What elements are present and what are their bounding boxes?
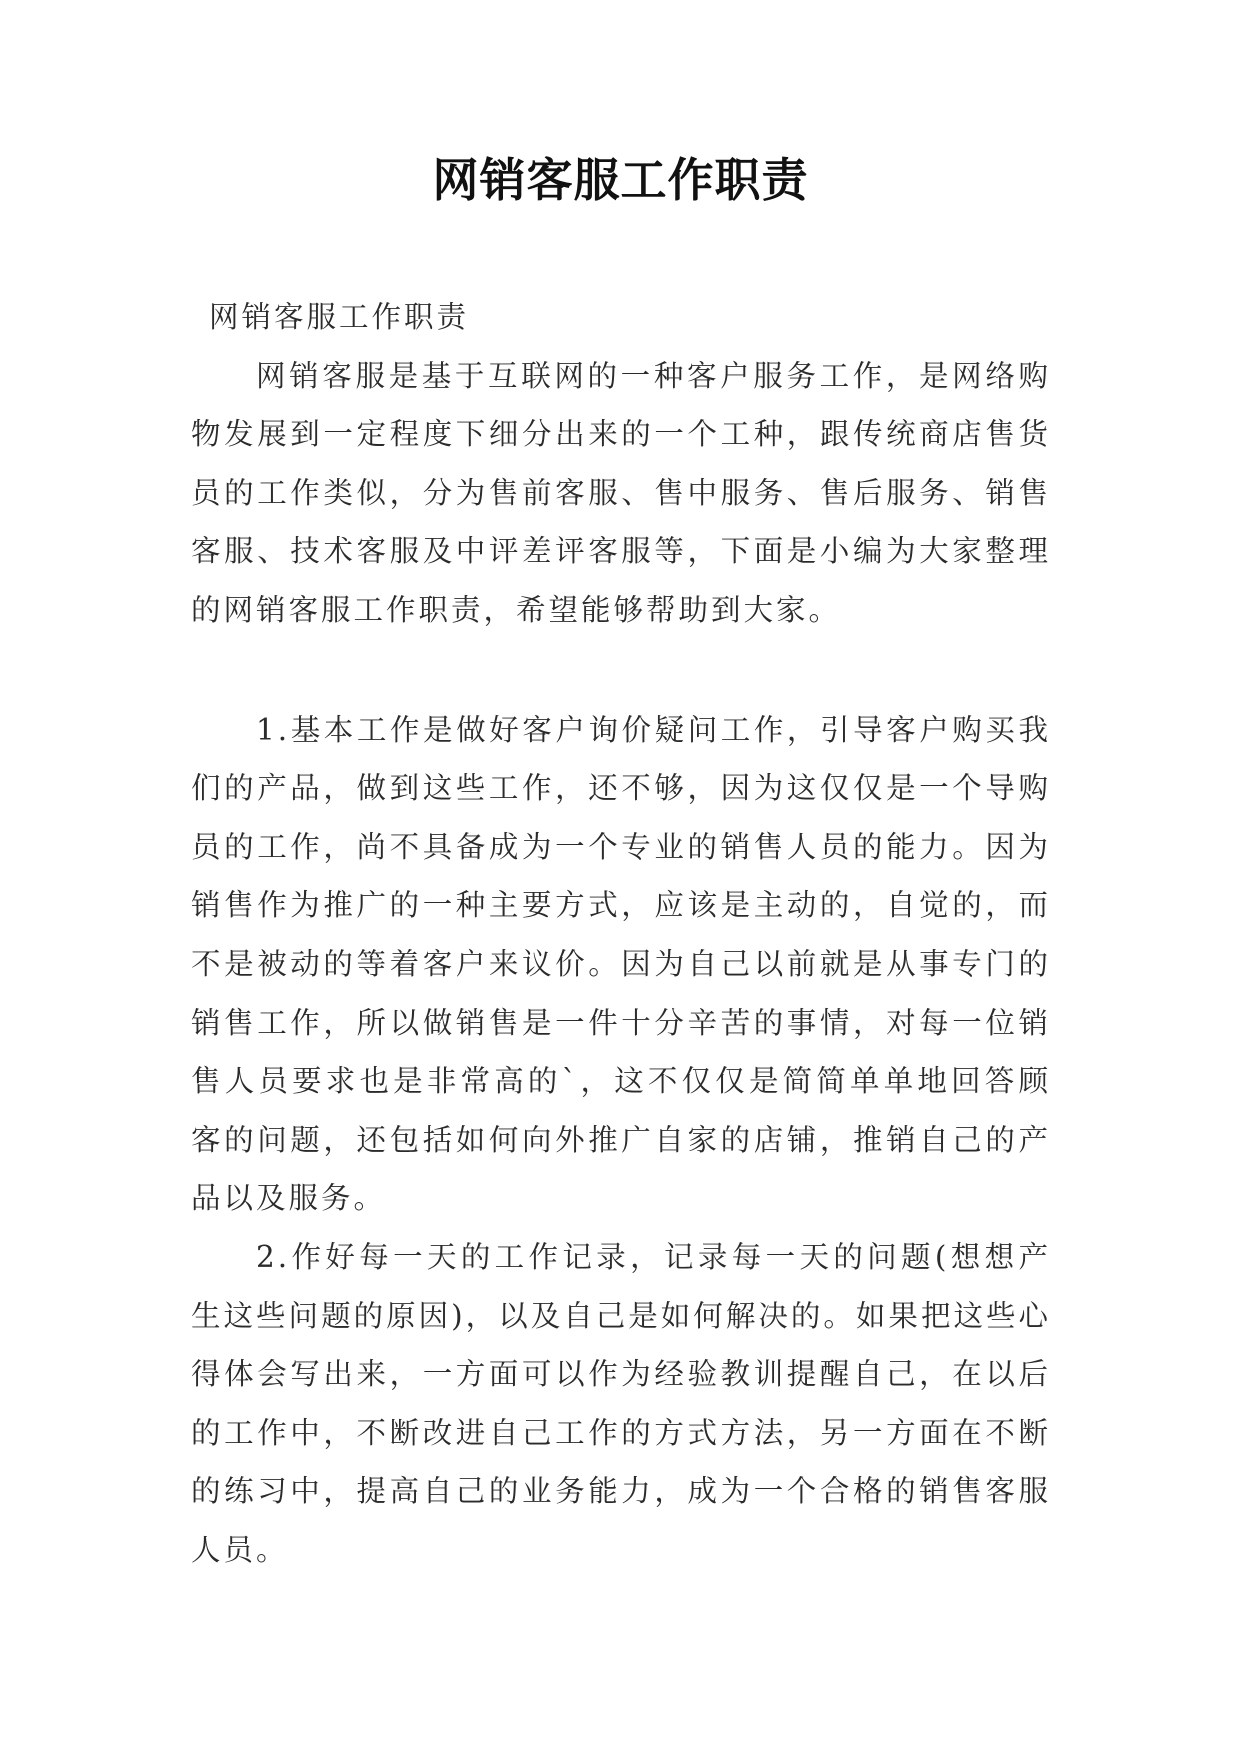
paragraph-spacer — [191, 640, 1051, 701]
intro-paragraph: 网销客服是基于互联网的一种客户服务工作，是网络购物发展到一定程度下细分出来的一个工种，跟传统商店售货员的工作类似，分为售前客服、售中服务、售后服务、销售客服、技术客服及中评差评客服等，下面是小编为大家整理的网销客服工作职责，希望能够帮助到大家。 — [191, 358, 1051, 627]
duty-paragraph-2: 2.作好每一天的工作记录，记录每一天的问题(想想产生这些问题的原因)，以及自己是如何解决的。如果把这些心得体会写出来，一方面可以作为经验教训提醒自己，在以后的工作中，不断改进自己工作的方式方法，另一方面在不断的练习中，提高自己的业务能力，成为一个合格的销售客服人员。 — [191, 1239, 1051, 1567]
document-title: 网销客服工作职责 — [432, 153, 809, 207]
document-body — [191, 288, 1051, 1579]
duty-paragraph-1: 1.基本工作是做好客户询价疑问工作，引导客户购买我们的产品，做到这些工作，还不够，因为这仅仅是一个导购员的工作，尚不具备成为一个专业的销售人员的能力。因为销售作为推广的一种主要方式，应该是主动的，自觉的，而不是被动的等着客户来议价。因为自己以前就是从事专门的销售工作，所以做销售是一件十分辛苦的事情，对每一位销售人员要求也是非常高的`，这不仅仅是简简单单地回答顾客的问题，还包括如何向外推广自家的店铺，推销自己的产品以及服务。 — [191, 712, 1051, 1216]
document-subtitle: 网销客服工作职责 — [209, 300, 470, 334]
